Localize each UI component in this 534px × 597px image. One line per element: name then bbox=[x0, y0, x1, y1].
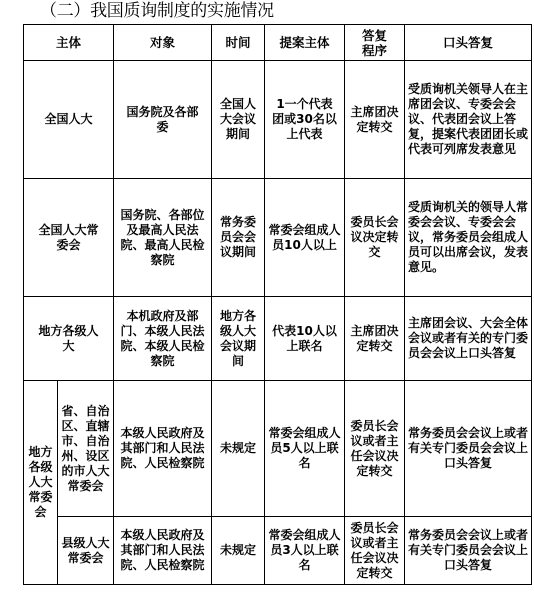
time-cell: 未规定 bbox=[212, 517, 265, 585]
oral-cell: 受质询机关的领导人常委会会议、专委会会议，常务委员会组成人员可以出席会议，发表意见。 bbox=[405, 179, 532, 297]
target-cell: 国务院及各部委 bbox=[114, 61, 212, 179]
subject-cell: 地方各级人大 bbox=[24, 297, 114, 381]
sub-subject-cell: 县级人大常委会 bbox=[58, 517, 114, 585]
procedure-cell: 委员长会议决定转交 bbox=[345, 179, 405, 297]
subject-cell: 地方各级人大常委会 bbox=[24, 381, 58, 585]
sub-subject-cell: 省、自治区、直辖市、自治州、设区的市人大常委会 bbox=[58, 381, 114, 517]
table-row bbox=[24, 517, 532, 585]
time-cell: 全国人大会议期间 bbox=[212, 61, 265, 179]
proposer-cell: 常委会组成人员10人以上 bbox=[265, 179, 345, 297]
inquiry-system-table bbox=[23, 24, 532, 585]
procedure-cell: 委员长会议或者主任会议决定转交 bbox=[345, 517, 405, 585]
target-cell: 本级人民政府及其部门和人民法院、人民检察院 bbox=[114, 517, 212, 585]
oral-cell: 主席团会议、大会全体会议或者有关的专门委员会会议上口头答复 bbox=[405, 297, 532, 381]
table-row bbox=[24, 179, 532, 297]
time-cell: 未规定 bbox=[212, 381, 265, 517]
header-oral: 口头答复 bbox=[405, 25, 532, 61]
proposer-cell: 常委会组成人员3人以上联名 bbox=[265, 517, 345, 585]
procedure-cell: 主席团决定转交 bbox=[345, 61, 405, 179]
target-cell: 本级人民政府及其部门和人民法院、人民检察院 bbox=[114, 381, 212, 517]
proposer-cell: 常委会组成人员5人以上联名 bbox=[265, 381, 345, 517]
table-row bbox=[24, 61, 532, 179]
header-time: 时间 bbox=[212, 25, 265, 61]
oral-cell: 常务委员会会议上或者有关专门委员会会议上口头答复 bbox=[405, 517, 532, 585]
header-row bbox=[24, 25, 532, 61]
header-proposer: 提案主体 bbox=[265, 25, 345, 61]
target-cell: 本机政府及部门、本级人民法院、本级人民检察院 bbox=[114, 297, 212, 381]
oral-cell: 受质询机关领导人在主席团会议、专委会会议、代表团会议上答复，提案代表团团长或代表可列席发表意见 bbox=[405, 61, 532, 179]
subject-cell: 全国人大 bbox=[24, 61, 114, 179]
procedure-cell: 委员长会议或者主任会议决定转交 bbox=[345, 381, 405, 517]
proposer-cell: 1一个代表团或30名以上代表 bbox=[265, 61, 345, 179]
table-row bbox=[24, 297, 532, 381]
header-target: 对象 bbox=[114, 25, 212, 61]
procedure-cell: 主席团决定转交 bbox=[345, 297, 405, 381]
header-subject: 主体 bbox=[24, 25, 114, 61]
subject-cell: 全国人大常委会 bbox=[24, 179, 114, 297]
target-cell: 国务院、各部位及最高人民法院、最高人民检察院 bbox=[114, 179, 212, 297]
time-cell: 常务委员会会议期间 bbox=[212, 179, 265, 297]
table-row bbox=[24, 381, 532, 517]
oral-cell: 常务委员会会议上或者有关专门委员会会议上口头答复 bbox=[405, 381, 532, 517]
time-cell: 地方各级人大会议期间 bbox=[212, 297, 265, 381]
header-procedure: 答复程序 bbox=[345, 25, 405, 61]
page-title: （二）我国质询制度的实施情况 bbox=[40, 1, 274, 21]
proposer-cell: 代表10人以上联名 bbox=[265, 297, 345, 381]
